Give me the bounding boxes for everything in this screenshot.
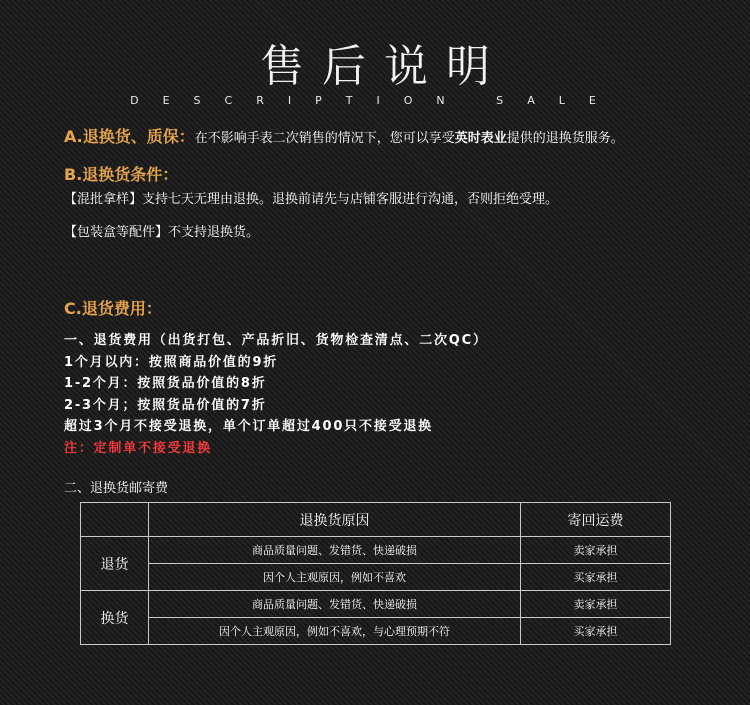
section-b-label: B.退换货条件： — [64, 165, 179, 184]
section-a-text-after: 提供的退换货服务。 — [506, 131, 624, 146]
group-exchange: 换货 — [81, 591, 149, 645]
section-a-label: A.退换货、质保： — [64, 127, 195, 146]
section-b-line-1: 【混批拿样】支持七天无理由退换。退换前请先与店铺客服进行沟通，否则拒绝受理。 — [64, 192, 559, 207]
table-row — [81, 591, 671, 618]
shipping-fee-table — [80, 502, 671, 645]
fee-line: 1个月以内：按照商品价值的9折 — [64, 354, 279, 370]
fee-list — [64, 330, 488, 459]
reason-cell: 因个人主观原因，例如不喜欢，与心理预期不符 — [149, 618, 521, 645]
fee-line: 2-3个月；按照货品价值的7折 — [64, 397, 267, 413]
header-cell-reason: 退换货原因 — [149, 503, 521, 537]
fee-cell: 买家承担 — [521, 618, 671, 645]
brand-name: 英时表业 — [454, 131, 507, 146]
group-return: 退货 — [81, 537, 149, 591]
section-a — [64, 124, 624, 147]
section-a-text-before: 在不影响手表二次销售的情况下，您可以享受 — [194, 131, 455, 146]
table-row — [81, 618, 671, 645]
fee-cell: 卖家承担 — [521, 537, 671, 564]
page-subtitle: DESCRIPTION SALE — [130, 94, 620, 107]
custom-order-note: 注：定制单不接受退换 — [64, 440, 213, 456]
fee-line: 一、退货费用（出货打包、产品折旧、货物检查清点、二次QC） — [64, 333, 488, 348]
shipping-title: 二、退换货邮寄费 — [64, 481, 169, 496]
table-header-row — [81, 503, 671, 537]
section-b-line-2: 【包装盒等配件】不支持退换货。 — [64, 225, 260, 240]
header-cell-fee: 寄回运费 — [521, 503, 671, 537]
fee-cell: 卖家承担 — [521, 591, 671, 618]
header-cell-empty — [81, 503, 149, 537]
reason-cell: 商品质量问题、发错货、快递破损 — [149, 537, 521, 564]
reason-cell: 商品质量问题、发错货、快递破损 — [149, 591, 521, 618]
page-title: 售后说明 — [260, 41, 508, 92]
section-c-label: C.退货费用： — [64, 299, 162, 318]
fee-line: 1-2个月：按照货品价值的8折 — [64, 376, 267, 391]
fee-cell: 买家承担 — [521, 564, 671, 591]
fee-line: 超过3个月不接受退换，单个订单超过400只不接受退换 — [64, 419, 433, 434]
table-row — [81, 564, 671, 591]
table-row — [81, 537, 671, 564]
reason-cell: 因个人主观原因，例如不喜欢 — [149, 564, 521, 591]
